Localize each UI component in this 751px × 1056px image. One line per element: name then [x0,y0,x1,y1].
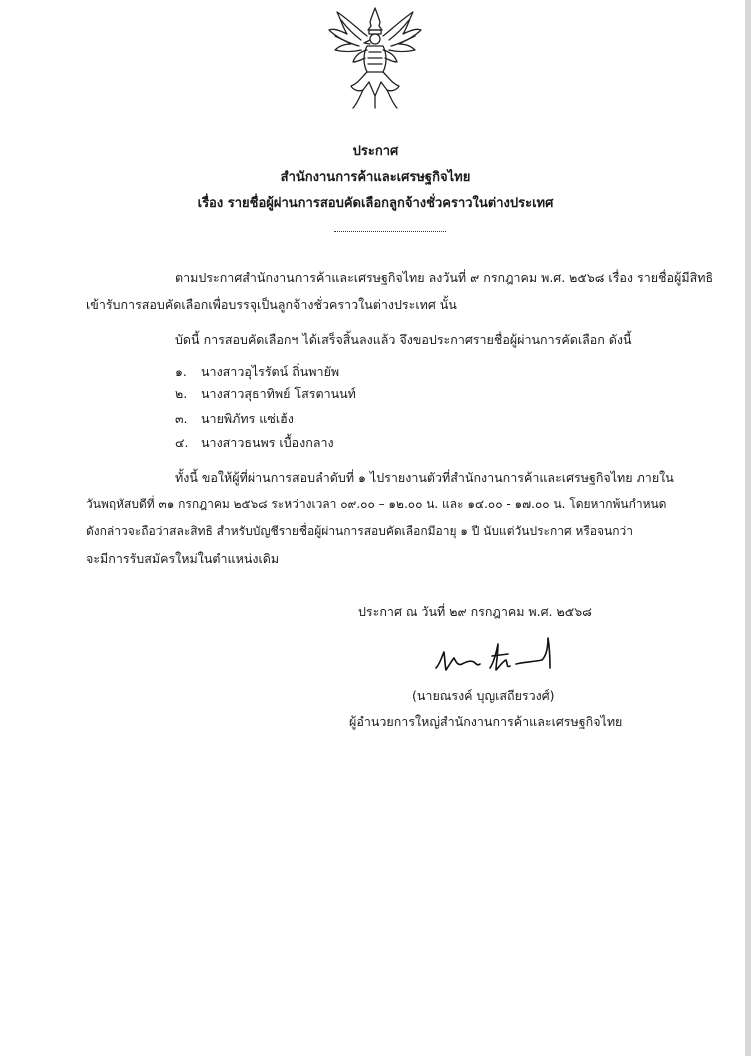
list-item-number: ๒. [175,386,188,401]
list-item-name: นางสาวอุไรรัตน์ ถิ่นพายัพ [201,364,340,379]
signatory-title: ผู้อำนวยการใหญ่สำนักงานการค้าและเศรษฐกิจไทย [349,714,623,729]
paragraph-3-line-2: วันพฤหัสบดีที่ ๓๑ กรกฎาคม ๒๕๖๘ ระหว่างเวลา ๐๙.๐๐ – ๑๒.๐๐ น. และ ๑๔.๐๐ - ๑๗.๐๐ น. โดยหากพ้นกำหนด [86,497,667,511]
title-divider [334,231,446,232]
paragraph-1-line-2: เข้ารับการสอบคัดเลือกเพื่อบรรจุเป็นลูกจ้างชั่วคราวในต่างประเทศ นั้น [86,297,457,312]
list-item [175,433,334,453]
paragraph-3-line-3: ดังกล่าวจะถือว่าสละสิทธิ สำหรับบัญชีรายชื่อผู้ผ่านการสอบคัดเลือกมีอายุ ๑ ปี นับแต่วันประกาศ หรือจนกว่า [86,524,633,538]
list-item-name: นายพิภัทร แซ่เฮ้ง [201,411,294,426]
announcement-date: ประกาศ ณ วันที่ ๒๙ กรกฎาคม พ.ศ. ๒๕๖๘ [358,604,592,619]
list-item-number: ๔. [175,435,189,450]
paragraph-2: บัดนี้ การสอบคัดเลือกฯ ได้เสร็จสิ้นลงแล้ว จึงขอประกาศรายชื่อผู้ผ่านการคัดเลือก ดังนี้ [175,332,632,347]
signatory-name: (นายณรงค์ บุญเสถียรวงศ์) [412,688,555,703]
organization-name: สำนักงานการค้าและเศรษฐกิจไทย [280,170,471,185]
announcement-title: ประกาศ [352,144,399,159]
list-item-name: นางสาวธนพร เบื้องกลาง [201,435,334,450]
paragraph-1-line-1: ตามประกาศสำนักงานการค้าและเศรษฐกิจไทย ลงวันที่ ๙ กรกฎาคม พ.ศ. ๒๕๖๘ เรื่อง รายชื่อผู้มีสิทธิ [175,270,714,285]
announcement-subject: เรื่อง รายชื่อผู้ผ่านการสอบคัดเลือกลูกจ้างชั่วคราวในต่างประเทศ [197,196,554,211]
list-item [175,384,356,404]
handwritten-signature [432,634,560,678]
paragraph-3-line-1: ทั้งนี้ ขอให้ผู้ที่ผ่านการสอบลำดับที่ ๑ ไปรายงานตัวที่สำนักงานการค้าและเศรษฐกิจไทย ภายใน [175,470,674,485]
list-item-name: นางสาวสุธาทิพย์ โสรตานนท์ [201,386,356,401]
garuda-emblem [323,6,427,110]
paragraph-3-line-4: จะมีการรับสมัครใหม่ในตำแหน่งเดิม [86,551,280,566]
list-item [175,362,339,382]
list-item [175,409,294,429]
list-item-number: ๑. [175,364,187,379]
list-item-number: ๓. [175,411,188,426]
